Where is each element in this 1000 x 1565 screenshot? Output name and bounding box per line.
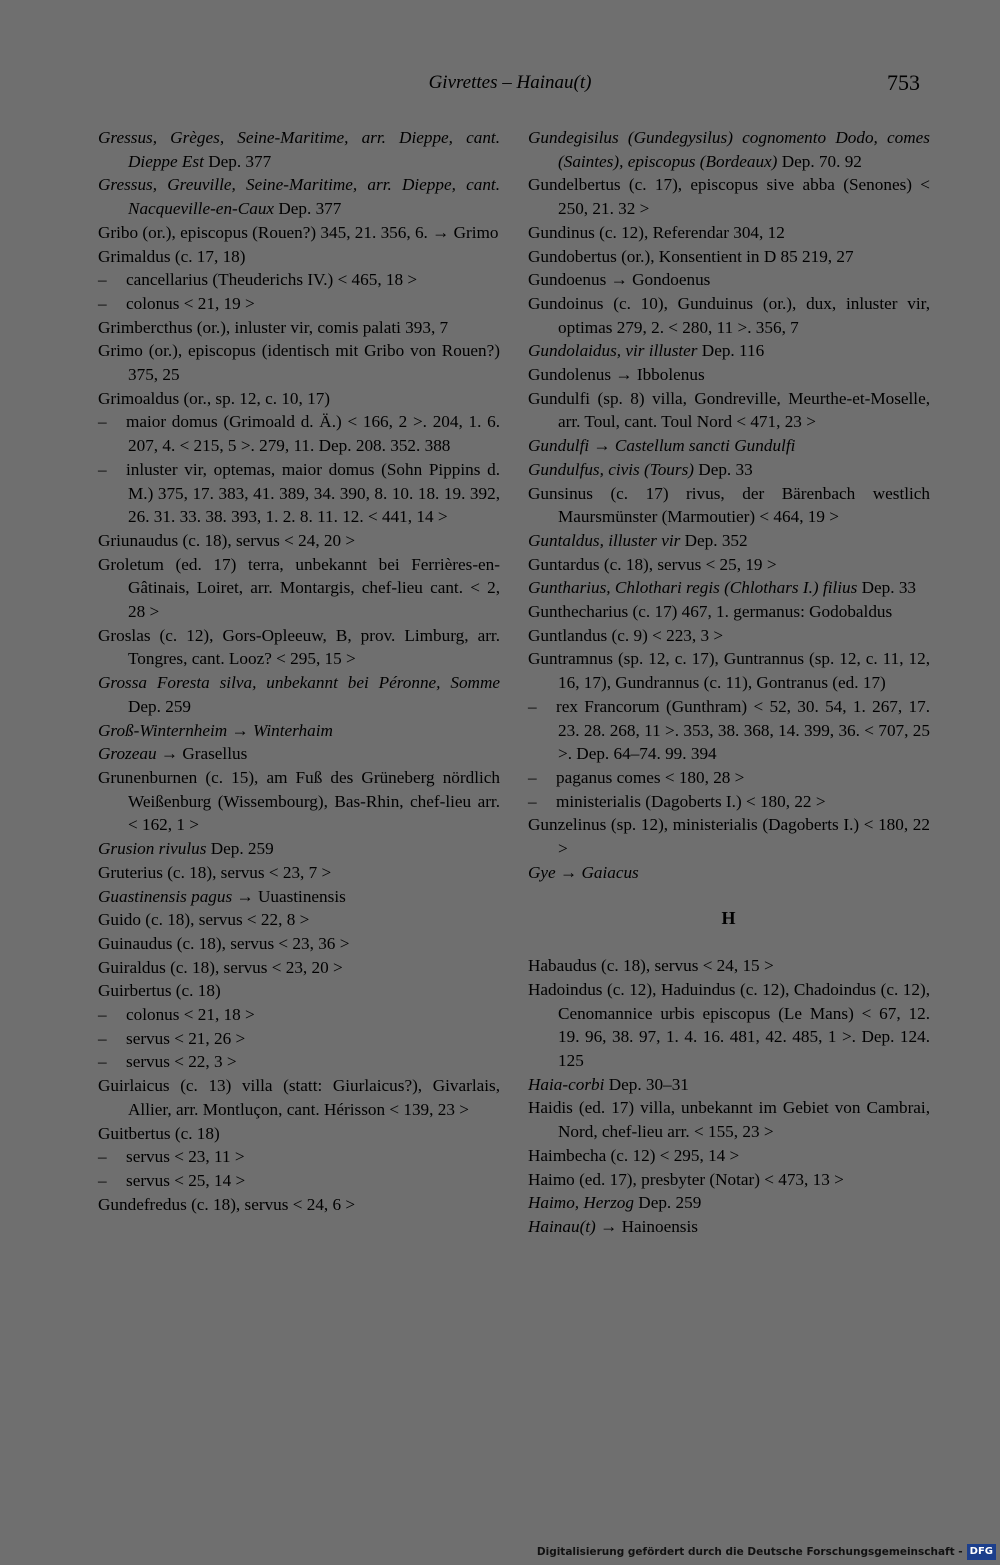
index-entry (528, 1096, 930, 1143)
subentry-dash: – (98, 459, 107, 479)
index-entry (98, 387, 500, 411)
index-subentry (98, 1169, 500, 1193)
index-entry (528, 1191, 930, 1215)
section-h-entries (528, 954, 930, 1238)
index-entry (98, 1074, 500, 1121)
index-entry (528, 173, 930, 220)
entry-text: Gundelbertus (c. 17), episcopus sive abba (Senones) < 250, 21. 32 > (528, 175, 930, 219)
index-subentry (98, 458, 500, 529)
entry-headword: Grossa Foresta silva, unbekannt bei Péronne, Somme (98, 673, 500, 693)
funding-footer (537, 1543, 996, 1561)
index-entry (98, 173, 500, 220)
index-subentry (98, 410, 500, 457)
entry-text: cancellarius (Theuderichs IV.) < 465, 18 > (126, 270, 418, 290)
index-subentry (98, 1027, 500, 1051)
index-entry (528, 339, 930, 363)
entry-headword: Gressus, Greuville, Seine-Maritime, arr. Dieppe, cant. Nacqueville-en-Caux (98, 175, 500, 219)
index-subentry (528, 766, 930, 790)
index-entry (98, 126, 500, 173)
entry-headword: Haimo, Herzog (528, 1193, 634, 1213)
subentry-dash: – (98, 1028, 107, 1048)
entry-text: maior domus (Grimoald d. Ä.) < 166, 2 >. 204, 1. 6. 207, 4. < 215, 5 >. 279, 11. Dep. 208. 352. 388 (126, 412, 500, 456)
entry-text: Dep. 70. 92 (777, 151, 862, 171)
entry-headword: Gundulfus, civis (Tours) (528, 459, 694, 479)
entry-headword: Gundulfi → Castellum sancti Gundulfi (528, 436, 796, 456)
entry-headword: Guntaldus, illuster vir (528, 530, 681, 550)
index-entry (528, 1168, 930, 1192)
subentry-dash: – (98, 1052, 107, 1072)
subentry-dash: – (528, 791, 537, 811)
index-subentry (98, 1050, 500, 1074)
entry-text: colonus < 21, 19 > (126, 293, 255, 313)
entry-text: servus < 22, 3 > (126, 1052, 237, 1072)
index-entry (528, 954, 930, 978)
index-entry (98, 221, 500, 245)
entry-text: Gribo (or.), episcopus (Rouen?) 345, 21. 356, 6. → Grimo (98, 222, 499, 242)
index-entry (528, 458, 930, 482)
index-entry (528, 268, 930, 292)
left-column (98, 126, 500, 1216)
index-subentry (98, 292, 500, 316)
entry-text: Dep. 259 (634, 1193, 702, 1213)
entry-text: Haidis (ed. 17) villa, unbekannt im Gebiet von Cambrai, Nord, chef-lieu arr. < 155, 23 > (528, 1098, 930, 1142)
index-entry (528, 292, 930, 339)
entry-text: Gruterius (c. 18), servus < 23, 7 > (98, 862, 332, 882)
index-entry (98, 766, 500, 837)
index-entry (528, 813, 930, 860)
index-entry (528, 1215, 930, 1239)
entry-text: servus < 21, 26 > (126, 1028, 246, 1048)
index-entry (528, 576, 930, 600)
index-subentry (98, 1003, 500, 1027)
entry-headword: Gundegisilus (Gundegysilus) cognomento Dodo, comes (Saintes), episcopus (Bordeaux) (528, 128, 930, 171)
entry-text: Dep. 33 (857, 578, 917, 598)
index-entry (98, 956, 500, 980)
subentry-dash: – (528, 767, 537, 787)
entry-text: → Grasellus (156, 744, 248, 764)
subentry-dash: – (98, 270, 107, 290)
index-entry (98, 624, 500, 671)
entry-text: Dep. 377 (203, 151, 272, 171)
index-subentry (528, 695, 930, 766)
entry-text: servus < 25, 14 > (126, 1170, 246, 1190)
index-entry (528, 529, 930, 553)
entry-headword: Grusion rivulus (98, 839, 207, 859)
index-entry (528, 363, 930, 387)
entry-headword: Gressus, Grèges, Seine-Maritime, arr. Dieppe, cant. Dieppe Est (98, 128, 500, 171)
entry-headword: Groß-Winternheim → Winterhaim (98, 720, 333, 740)
entry-text: servus < 23, 11 > (126, 1147, 245, 1167)
entry-text: → Hainoensis (595, 1216, 698, 1236)
index-entry (528, 624, 930, 648)
right-column (528, 126, 930, 1239)
entry-text: ministerialis (Dagoberts I.) < 180, 22 > (556, 791, 826, 811)
entry-text: Gundulfi (sp. 8) villa, Gondreville, Meurthe-et-Moselle, arr. Toul, cant. Toul Nord < 471, 23 > (528, 388, 930, 432)
subentry-dash: – (98, 1170, 107, 1190)
entry-text: Groslas (c. 12), Gors-Opleeuw, B, prov. Limburg, arr. Tongres, cant. Looz? < 295, 15 > (98, 625, 500, 669)
entry-text: Dep. 116 (697, 341, 765, 361)
entry-headword: Guastinensis pagus (98, 886, 233, 906)
entry-text: Dep. 377 (274, 199, 342, 219)
entry-text: Guiraldus (c. 18), servus < 23, 20 > (98, 957, 343, 977)
index-entry (528, 553, 930, 577)
page-number: 753 (887, 70, 920, 95)
index-entry (528, 978, 930, 1073)
index-entry (98, 932, 500, 956)
entry-text: Dep. 352 (680, 530, 748, 550)
entry-text: Grunenburnen (c. 15), am Fuß des Grüneberg nördlich Weißenburg (Wissembourg), Bas-Rhin, chef-lieu arr. < 162, 1 > (98, 767, 500, 835)
entry-text: Grimoaldus (or., sp. 12, c. 10, 17) (98, 388, 331, 408)
entry-text: Gunthecharius (c. 17) 467, 1. germanus: Godobaldus (528, 602, 893, 622)
entry-text: Hadoindus (c. 12), Haduindus (c. 12), Chadoindus (c. 12), Cenomannice urbis episcopus (Le Mans) < 67, 12. 19. 96, 38. 97, 1. 4. 16. 481, 42. 485, 1 >. Dep. 124. 125 (528, 979, 930, 1071)
index-subentry (528, 790, 930, 814)
index-entry (98, 245, 500, 269)
index-entry (98, 553, 500, 624)
entry-text: colonus < 21, 18 > (126, 1005, 255, 1025)
entry-headword: Haia-corbi (528, 1074, 605, 1094)
index-entry (98, 979, 500, 1003)
index-entry (528, 221, 930, 245)
entry-text: Grimo (or.), episcopus (identisch mit Gribo von Rouen?) 375, 25 (98, 341, 500, 385)
entry-text: Gundolenus → Ibbolenus (528, 365, 705, 385)
entry-text: Guitbertus (c. 18) (98, 1123, 220, 1143)
entry-text: paganus comes < 180, 28 > (556, 767, 745, 787)
index-entry (528, 387, 930, 434)
entry-text: Gundobertus (or.), Konsentient in D 85 219, 27 (528, 246, 854, 266)
entry-text: → Uuastinensis (232, 886, 346, 906)
dfg-logo: DFG (967, 1544, 996, 1560)
entry-text: Dep. 33 (694, 459, 753, 479)
index-entry (528, 245, 930, 269)
entry-text: Guirbertus (c. 18) (98, 981, 221, 1001)
entry-text: Haimo (ed. 17), presbyter (Notar) < 473, 13 > (528, 1169, 844, 1189)
index-entry (98, 742, 500, 766)
entry-text: Gundefredus (c. 18), servus < 24, 6 > (98, 1194, 356, 1214)
index-entry (98, 529, 500, 553)
entry-text: Dep. 30–31 (604, 1074, 689, 1094)
entry-text: Habaudus (c. 18), servus < 24, 15 > (528, 956, 774, 976)
entry-text: Gundoinus (c. 10), Gunduinus (or.), dux, inluster vir, optimas 279, 2. < 280, 11 >. 356, 7 (528, 293, 930, 337)
entry-text: Grimaldus (c. 17, 18) (98, 246, 246, 266)
entry-text: Guntramnus (sp. 12, c. 17), Guntrannus (sp. 12, c. 11, 12, 16, 17), Gundrannus (c. 11), Gontranus (ed. 17) (528, 649, 930, 693)
index-entry (98, 885, 500, 909)
entry-text: Gunsinus (c. 17) rivus, der Bärenbach westlich Maursmünster (Marmoutier) < 464, 19 > (528, 483, 930, 527)
entry-headword: Gundolaidus, vir illuster (528, 341, 698, 361)
index-entry (98, 339, 500, 386)
index-entry (528, 861, 930, 885)
index-entry (528, 1144, 930, 1168)
index-entry (98, 719, 500, 743)
entry-text: Guido (c. 18), servus < 22, 8 > (98, 910, 310, 930)
entry-headword: Grozeau (98, 744, 157, 764)
subentry-dash: – (98, 1147, 107, 1167)
index-entry (98, 908, 500, 932)
index-entry (98, 1122, 500, 1146)
index-entry (98, 1193, 500, 1217)
entry-text: Dep. 259 (206, 839, 274, 859)
entry-text: Grimbercthus (or.), inluster vir, comis palati 393, 7 (98, 317, 449, 337)
entry-text: Gundoenus → Gondoenus (528, 270, 711, 290)
subentry-dash: – (528, 696, 537, 716)
entry-text: Gundinus (c. 12), Referendar 304, 12 (528, 222, 785, 242)
index-entry (528, 126, 930, 173)
index-entry (98, 837, 500, 861)
entry-text: Groletum (ed. 17) terra, unbekannt bei Ferrières-en-Gâtinais, Loiret, arr. Montargis, chef-lieu cant. < 2, 28 > (98, 554, 500, 622)
index-subentry (98, 268, 500, 292)
entry-text: Haimbecha (c. 12) < 295, 14 > (528, 1145, 740, 1165)
index-entry (528, 1073, 930, 1097)
page-header (0, 72, 1000, 102)
entry-text: inluster vir, optemas, maior domus (Sohn Pippins d. M.) 375, 17. 383, 41. 389, 34. 390, 8. 10. 18. 19. 392, 26. 31. 33. 38. 393, 1. 2. 8. 11. 12. < 441, 14 > (126, 459, 500, 527)
entry-headword: Gye → Gaiacus (528, 862, 639, 882)
entry-headword: Guntharius, Chlothari regis (Chlothars I.) filius (528, 578, 858, 598)
index-entry (528, 600, 930, 624)
entry-text: Guinaudus (c. 18), servus < 23, 36 > (98, 933, 350, 953)
entry-text: rex Francorum (Gunthram) < 52, 30. 54, 1. 267, 17. 23. 28. 268, 11 >. 353, 38. 368, 14. 399, 36. < 707, 25 >. Dep. 64–74. 99. 394 (556, 696, 930, 764)
running-title: Givrettes – Hainau(t) (428, 72, 592, 93)
index-entry (98, 861, 500, 885)
section-g-entries (528, 126, 930, 885)
entry-headword: Hainau(t) (528, 1216, 596, 1236)
entry-text: Guntardus (c. 18), servus < 25, 19 > (528, 554, 777, 574)
entry-text: Dep. 259 (128, 696, 192, 716)
entry-text: Guirlaicus (c. 13) villa (statt: Giurlaicus?), Givarlais, Allier, arr. Montluçon, cant. Hérisson < 139, 23 > (98, 1076, 500, 1119)
index-entry (528, 647, 930, 694)
subentry-dash: – (98, 1005, 107, 1025)
subentry-dash: – (98, 293, 107, 313)
entry-text: Gunzelinus (sp. 12), ministerialis (Dagoberts I.) < 180, 22 > (528, 815, 930, 859)
index-subentry (98, 1145, 500, 1169)
entry-text: Guntlandus (c. 9) < 223, 3 > (528, 625, 724, 645)
section-letter-heading: H (721, 907, 737, 928)
index-entry (528, 482, 930, 529)
index-entry (528, 434, 930, 458)
subentry-dash: – (98, 412, 107, 432)
index-entry (98, 316, 500, 340)
entry-text: Griunaudus (c. 18), servus < 24, 20 > (98, 530, 356, 550)
footer-text: Digitalisierung gefördert durch die Deutsche Forschungsgemeinschaft - (536, 1546, 963, 1558)
index-entry (98, 671, 500, 718)
